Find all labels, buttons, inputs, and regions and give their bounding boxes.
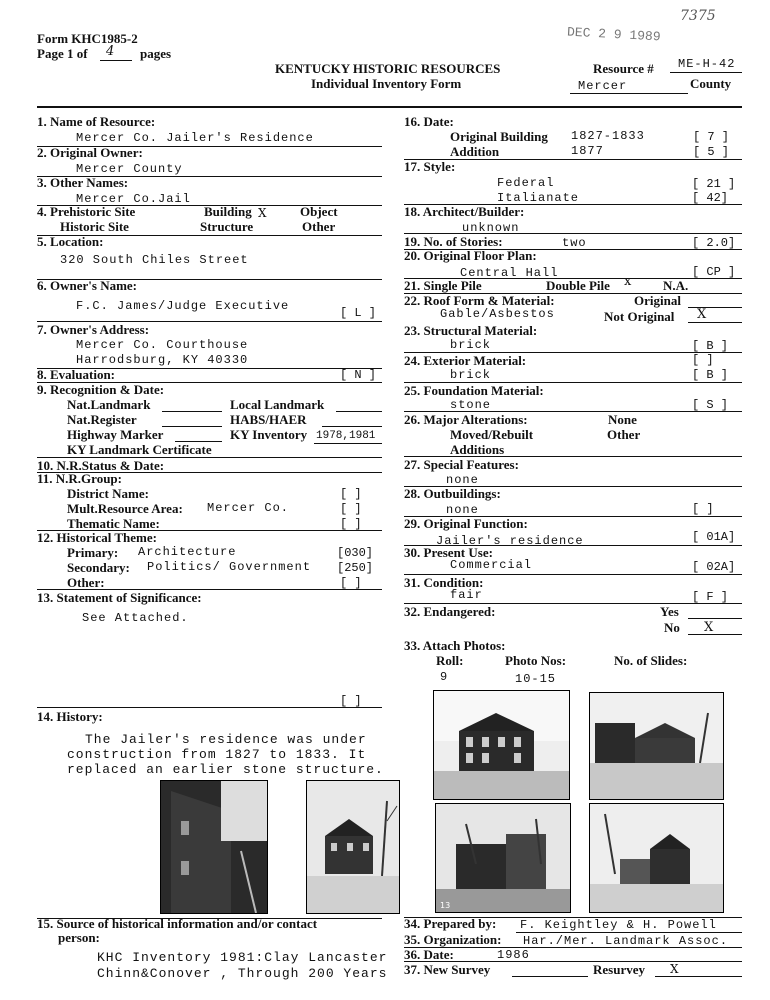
- f17-v2: Italianate: [497, 191, 580, 205]
- f11-district: District Name:: [67, 486, 149, 501]
- f2-value: Mercer County: [76, 162, 183, 176]
- jailer-residence-front-image: [434, 691, 569, 799]
- attached-photo-2: [589, 692, 724, 800]
- received-stamp: DEC 2 9 1989: [566, 24, 661, 45]
- f6-value: F.C. James/Judge Executive: [76, 299, 290, 313]
- f24-code: [ B ]: [692, 368, 729, 382]
- form-title: KENTUCKY HISTORIC RESOURCES: [275, 61, 501, 76]
- f37-resurvey: Resurvey: [593, 962, 645, 977]
- f27-value: none: [446, 473, 479, 487]
- f16-orig-code: [ 7 ]: [693, 130, 730, 144]
- attached-photo-4: [589, 803, 724, 913]
- f23-code: [ B ]: [692, 339, 729, 353]
- f11-thematic: Thematic Name:: [67, 516, 160, 531]
- corner-number: 7375: [680, 8, 716, 24]
- f15-label-1: 15. Source of historical information and/or contact: [37, 916, 318, 931]
- attached-photo-1: [433, 690, 570, 800]
- f13-code: [ ]: [340, 694, 362, 708]
- f8-code: [ N ]: [340, 368, 377, 382]
- f32-no: No: [664, 620, 680, 635]
- f14-line3: replaced an earlier stone structure.: [67, 762, 384, 777]
- f16-add-value: 1877: [571, 144, 604, 158]
- f17-c1: [ 21 ]: [692, 177, 736, 191]
- page-label: Page 1 of: [37, 46, 88, 61]
- f25-label: 25. Foundation Material:: [404, 383, 544, 398]
- f21-na: N.A.: [663, 278, 689, 293]
- f9-label: 9. Recognition & Date:: [37, 382, 165, 397]
- f4-building-mark: X: [258, 206, 267, 220]
- form-subtitle: Individual Inventory Form: [311, 76, 462, 91]
- f9-habs: HABS/HAER: [230, 412, 307, 427]
- f7-line2: Harrodsburg, KY 40330: [76, 353, 249, 367]
- f7-line1: Mercer Co. Courthouse: [76, 338, 249, 352]
- f9-natlandmark: Nat.Landmark: [67, 397, 151, 412]
- f26-add: Additions: [450, 442, 505, 457]
- f30-label: 30. Present Use:: [404, 545, 493, 560]
- f16-label: 16. Date:: [404, 114, 454, 129]
- f32-label: 32. Endangered:: [404, 604, 496, 619]
- f30-value: Commercial: [450, 558, 533, 572]
- f11-mult: Mult.Resource Area:: [67, 501, 183, 516]
- f21-double: Double Pile: [546, 278, 610, 293]
- photo-number: 13: [440, 901, 451, 910]
- f12-primary: Primary:: [67, 545, 119, 560]
- f30-code: [ 02A]: [692, 560, 736, 574]
- f12-primary-value: Architecture: [138, 545, 237, 559]
- f7-label: 7. Owner's Address:: [37, 322, 150, 337]
- f29-label: 29. Original Function:: [404, 516, 528, 531]
- f19-code: [ 2.0]: [692, 236, 736, 250]
- f28-label: 28. Outbuildings:: [404, 486, 501, 501]
- resource-value: ME-H-42: [678, 57, 736, 71]
- f21-label: 21. Single Pile: [404, 278, 482, 293]
- resource-label: Resource #: [593, 61, 654, 76]
- f5-value: 320 South Chiles Street: [60, 253, 249, 267]
- f9-kyinv: KY Inventory: [230, 427, 308, 442]
- jailer-residence-side-image: [590, 693, 723, 799]
- f25-value: stone: [450, 398, 492, 412]
- f16-add-code: [ 5 ]: [693, 145, 730, 159]
- f15-line2: Chinn&Conover , Through 200 Years: [97, 966, 388, 981]
- f34-value: F. Keightley & H. Powell: [520, 918, 717, 932]
- f3-value: Mercer Co.Jail: [76, 192, 191, 206]
- county-value: Mercer: [578, 79, 628, 93]
- f19-value: two: [562, 236, 587, 250]
- f22-label: 22. Roof Form & Material:: [404, 293, 555, 308]
- f35-label: 35. Organization:: [404, 932, 502, 947]
- f16-orig-value: 1827-1833: [571, 129, 645, 143]
- f33-slides: No. of Slides:: [614, 653, 688, 668]
- jailer-residence-rear-image: [436, 804, 570, 912]
- f20-code: [ CP ]: [692, 265, 736, 279]
- f8-label: 8. Evaluation:: [37, 367, 116, 382]
- f26-label: 26. Major Alterations:: [404, 412, 528, 427]
- f29-code: [ 01A]: [692, 530, 736, 544]
- f26-other: Other: [607, 427, 641, 442]
- f9-natregister: Nat.Register: [67, 412, 137, 427]
- f16-orig: Original Building: [450, 129, 548, 144]
- f23-value: brick: [450, 338, 492, 352]
- f22-value: Gable/Asbestos: [440, 307, 555, 321]
- f31-label: 31. Condition:: [404, 575, 484, 590]
- f11-mult-value: Mercer Co.: [207, 501, 290, 515]
- f20-value: Central Hall: [460, 266, 559, 280]
- f14-line1: The Jailer's residence was under: [85, 732, 367, 747]
- f36-label: 36. Date:: [404, 947, 454, 962]
- f22-notoriginal: Not Original: [604, 309, 675, 324]
- f19-label: 19. No. of Stories:: [404, 234, 503, 249]
- f1-label: 1. Name of Resource:: [37, 114, 156, 129]
- f12-secondary-code: [250]: [337, 561, 374, 575]
- f18-label: 18. Architect/Builder:: [404, 204, 525, 219]
- f26-moved: Moved/Rebuilt: [450, 427, 534, 442]
- f16-add: Addition: [450, 144, 500, 159]
- f37-label: 37. New Survey: [404, 962, 491, 977]
- f33-roll-value: 9: [440, 670, 449, 684]
- f6-code: [ L ]: [340, 306, 377, 320]
- f22-original: Original: [634, 293, 681, 308]
- f33-label: 33. Attach Photos:: [404, 638, 506, 653]
- f15-line1: KHC Inventory 1981:Clay Lancaster: [97, 950, 388, 965]
- f21-mark: x: [624, 274, 632, 289]
- f28-code: [ ]: [692, 502, 714, 516]
- page-total: 4: [106, 44, 115, 59]
- f17-label: 17. Style:: [404, 159, 456, 174]
- f11-district-code: [ ]: [340, 487, 362, 501]
- f6-label: 6. Owner's Name:: [37, 278, 138, 293]
- f12-label: 12. Historical Theme:: [37, 530, 157, 545]
- f22-mark: X: [697, 307, 707, 322]
- f9-highway: Highway Marker: [67, 427, 164, 442]
- f37-mark: X: [670, 962, 679, 976]
- history-photo-1: [160, 780, 268, 914]
- f10-label: 10. N.R.Status & Date:: [37, 458, 165, 473]
- f28-value: none: [446, 503, 479, 517]
- f14-line2: construction from 1827 to 1833. It: [67, 747, 367, 762]
- f12-secondary: Secondary:: [67, 560, 130, 575]
- f12-other-code: [ ]: [340, 576, 362, 590]
- f25-code: [ S ]: [692, 398, 729, 412]
- f12-other: Other:: [67, 575, 105, 590]
- f14-label: 14. History:: [37, 709, 103, 724]
- f9-kycert: KY Landmark Certificate: [67, 442, 212, 457]
- form-number: Form KHC1985-2: [37, 31, 138, 46]
- f32-mark: X: [704, 620, 714, 635]
- f4-other: Other: [302, 219, 336, 234]
- county-label: County: [690, 76, 732, 91]
- f9-locallandmark: Local Landmark: [230, 397, 325, 412]
- f4-historic: Historic Site: [60, 219, 129, 234]
- f13-label: 13. Statement of Significance:: [37, 590, 202, 605]
- f12-primary-code: [030]: [337, 546, 374, 560]
- f36-value: 1986: [497, 948, 530, 962]
- f24-value: brick: [450, 368, 492, 382]
- f26-none: None: [608, 412, 637, 427]
- f31-code: [ F ]: [692, 590, 729, 604]
- f33-photonos: Photo Nos:: [505, 653, 567, 668]
- building-side-image: [161, 781, 267, 913]
- f15-label-2: person:: [58, 930, 100, 945]
- f29-value: Jailer's residence: [436, 534, 584, 548]
- f27-label: 27. Special Features:: [404, 457, 519, 472]
- history-photo-2: [306, 780, 400, 914]
- house-image: [307, 781, 399, 913]
- f17-c2: [ 42]: [692, 191, 729, 205]
- f11-label: 11. N.R.Group:: [37, 471, 122, 486]
- f18-value: unknown: [462, 221, 520, 235]
- f5-label: 5. Location:: [37, 234, 104, 249]
- f1-value: Mercer Co. Jailer's Residence: [76, 131, 314, 145]
- f17-v1: Federal: [497, 176, 555, 190]
- f11-thematic-code: [ ]: [340, 517, 362, 531]
- f33-photo-value: 10-15: [515, 672, 557, 686]
- f9-kyinv-value: 1978,1981: [316, 430, 376, 442]
- f20-label: 20. Original Floor Plan:: [404, 248, 537, 263]
- f34-label: 34. Prepared by:: [404, 916, 497, 931]
- f33-roll: Roll:: [436, 653, 464, 668]
- f35-value: Har./Mer. Landmark Assoc.: [523, 934, 729, 948]
- f4-structure: Structure: [200, 219, 254, 234]
- f12-secondary-value: Politics/ Government: [147, 560, 312, 574]
- f3-label: 3. Other Names:: [37, 175, 129, 190]
- f32-yes: Yes: [660, 604, 679, 619]
- f4-object: Object: [300, 204, 338, 219]
- f31-value: fair: [450, 588, 483, 602]
- f13-value: See Attached.: [82, 611, 189, 625]
- attached-photo-3: [435, 803, 571, 913]
- f4-building: Building: [204, 204, 252, 219]
- f24-label: 24. Exterior Material:: [404, 353, 527, 368]
- jailer-residence-street-image: [590, 804, 723, 912]
- f4-label: 4. Prehistoric Site: [37, 204, 136, 219]
- f11-mult-code: [ ]: [340, 502, 362, 516]
- pages-word: pages: [140, 46, 172, 61]
- f23-label: 23. Structural Material:: [404, 323, 538, 338]
- f24-code-empty: [ ]: [692, 353, 714, 367]
- f2-label: 2. Original Owner:: [37, 145, 143, 160]
